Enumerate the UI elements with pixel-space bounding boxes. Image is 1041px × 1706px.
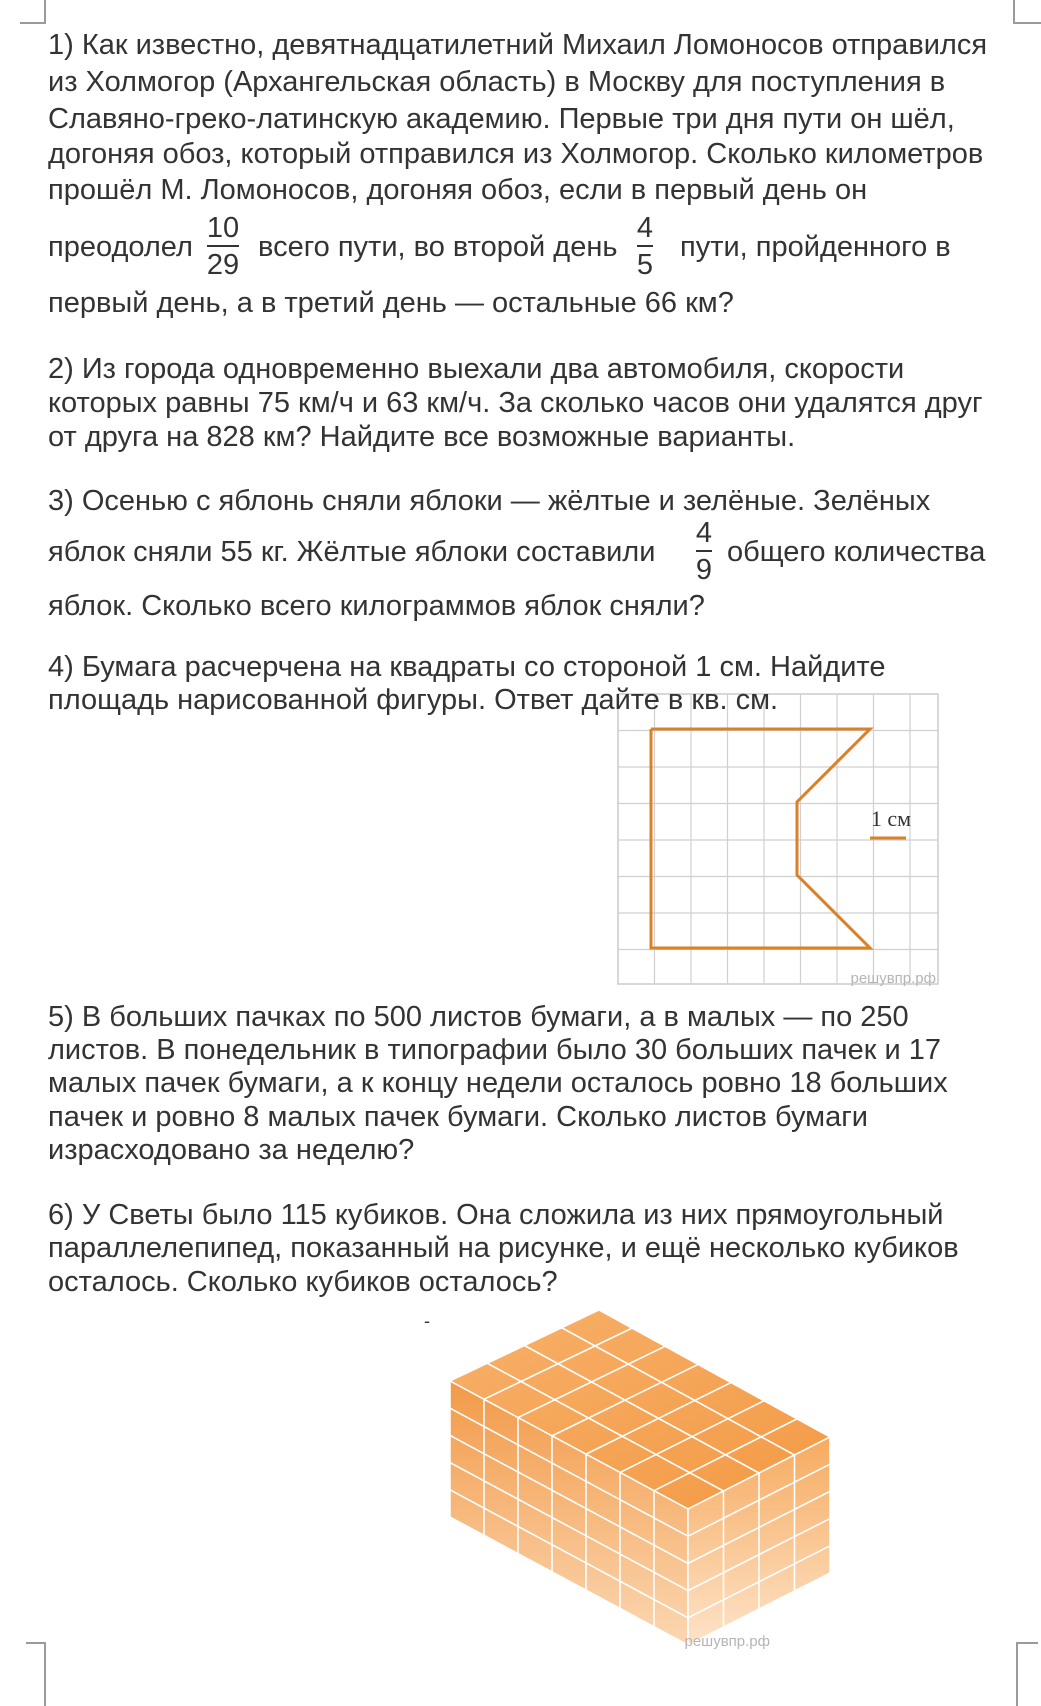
- problem-5-line-3: малых пачек бумаги, а к концу недели осталось ровно 18 больших: [48, 1067, 948, 1099]
- crop-mark-top-right: [1013, 0, 1015, 24]
- fraction-numerator: 10: [206, 212, 240, 244]
- crop-mark-bottom-right: [1016, 1642, 1038, 1644]
- problem-1-text-before-fraction: преодолел: [48, 231, 193, 263]
- fraction-bar: [207, 245, 239, 247]
- fraction-denominator: 9: [695, 554, 713, 586]
- problem-5-line-5: израсходовано за неделю?: [48, 1134, 415, 1166]
- problem-5-line-2: листов. В понедельник в типографии было 30 больших пачек и 17: [48, 1034, 942, 1066]
- fraction-numerator: 4: [695, 517, 713, 549]
- problem-1-text-after-fraction: пути, пройденного в: [680, 231, 951, 263]
- fraction-bar: [696, 550, 712, 552]
- problem-1-last-line: первый день, а в третий день — остальные 66 км?: [48, 287, 734, 319]
- fraction-denominator: 5: [636, 249, 654, 281]
- problem-1-line-5: прошёл М. Ломоносов, догоняя обоз, если в первый день он: [48, 174, 868, 206]
- crop-mark-bottom-left-v: [44, 1642, 46, 1706]
- fraction-bar: [637, 245, 653, 247]
- watermark: решувпр.рф: [850, 970, 936, 987]
- fraction-denominator: 29: [206, 249, 240, 281]
- problem-3-last-line: яблок. Сколько всего килограммов яблок сняли?: [48, 590, 705, 622]
- fraction-numerator: 4: [636, 212, 654, 244]
- crop-mark-bottom-right-v: [1016, 1642, 1018, 1706]
- problem-4-line-1: 4) Бумага расчерчена на квадраты со стороной 1 см. Найдите: [48, 651, 886, 683]
- problem-6-line-1: 6) У Светы было 115 кубиков. Она сложила из них прямоугольный: [48, 1199, 944, 1231]
- problem-6-line-3: осталось. Сколько кубиков осталось?: [48, 1266, 558, 1298]
- problem-1-line-3: Славяно-греко-латинскую академию. Первые три дня пути он шёл,: [48, 103, 955, 135]
- problem-5-line-1: 5) В больших пачках по 500 листов бумаги, а в малых — по 250: [48, 1001, 909, 1033]
- problem-3-text-after-fraction: общего количества: [727, 536, 986, 568]
- problem-2-line-2: которых равны 75 км/ч и 63 км/ч. За сколько часов они удалятся друг: [48, 387, 983, 419]
- crop-mark-bottom-left: [26, 1642, 46, 1644]
- cube-figure: [440, 1310, 840, 1650]
- watermark: решувпр.рф: [684, 1633, 770, 1650]
- problem-1-text-middle: всего пути, во второй день: [258, 231, 618, 263]
- grid-figure: [618, 694, 943, 989]
- problem-3-text-before-fraction: яблок сняли 55 кг. Жёлтые яблоки составили: [48, 536, 656, 568]
- problem-3-line-1: 3) Осенью с яблонь сняли яблоки — жёлтые и зелёные. Зелёных: [48, 485, 931, 517]
- stray-dash: -: [424, 1311, 430, 1331]
- fraction-4-9: [687, 518, 721, 585]
- problem-1-line-2: из Холмогор (Архангельская область) в Москву для поступления в: [48, 66, 946, 98]
- problem-1-line-4: догоняя обоз, который отправился из Холмогор. Сколько километров: [48, 138, 984, 170]
- crop-mark-top-left: [44, 0, 46, 24]
- problem-6-line-2: параллелепипед, показанный на рисунке, и ещё несколько кубиков: [48, 1232, 959, 1264]
- scale-label: 1 см: [870, 806, 912, 831]
- problem-4-line-2: площадь нарисованной фигуры. Ответ дайте в кв. см.: [48, 684, 779, 716]
- problem-2-line-1: 2) Из города одновременно выехали два автомобиля, скорости: [48, 353, 905, 385]
- problem-5-line-4: пачек и ровно 8 малых пачек бумаги. Сколько листов бумаги: [48, 1101, 868, 1133]
- fraction-10-29: [200, 213, 246, 280]
- problem-2-line-3: от друга на 828 км? Найдите все возможные варианты.: [48, 421, 796, 453]
- problem-1-line-1: 1) Как известно, девятнадцатилетний Михаил Ломоносов отправился: [48, 29, 988, 61]
- crop-mark-top-right-h: [1013, 22, 1041, 24]
- crop-mark-top-left-h: [20, 22, 46, 24]
- fraction-4-5: [628, 213, 662, 280]
